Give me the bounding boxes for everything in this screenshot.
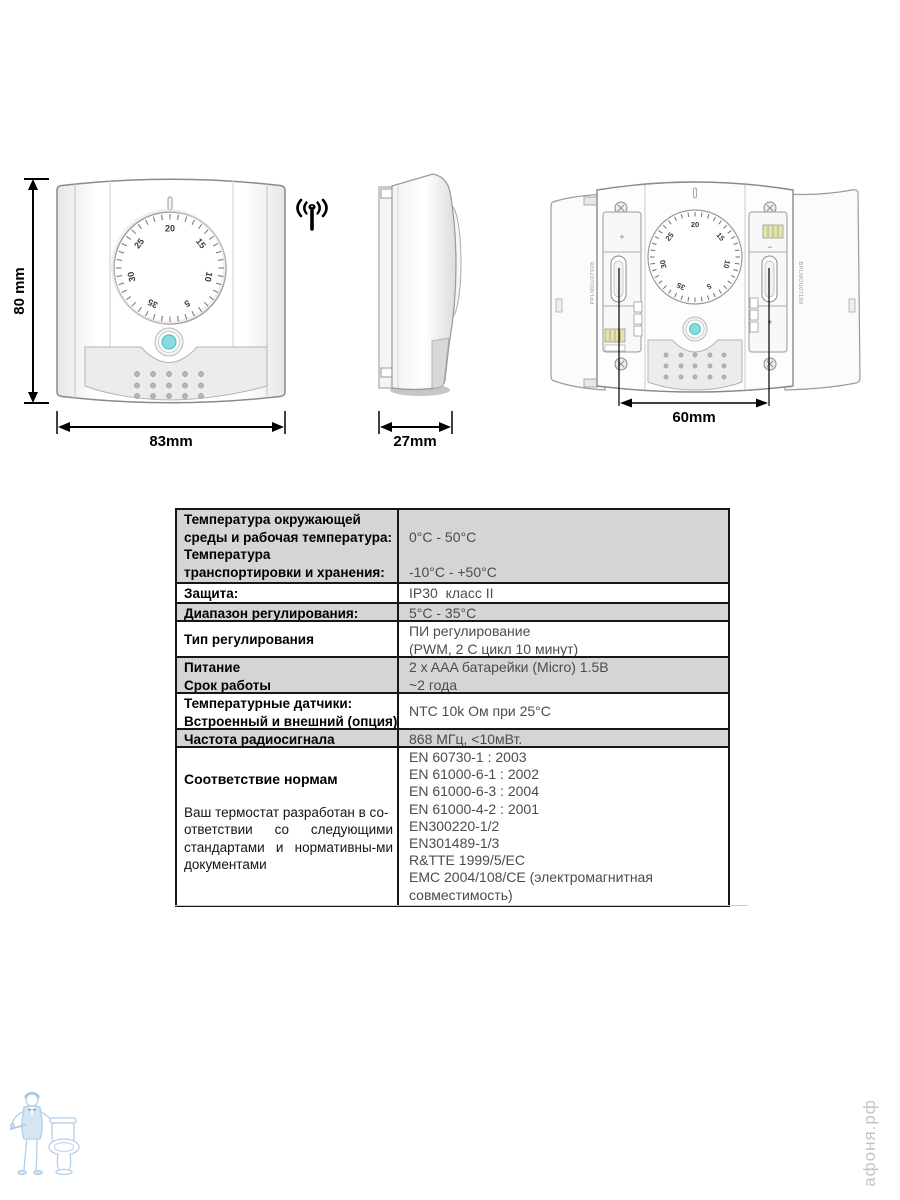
battery-plus-symbol: + — [619, 232, 625, 242]
dial-number: 25 — [132, 236, 147, 251]
spec-value-line — [409, 546, 724, 564]
spec-table — [175, 508, 730, 907]
spec-label-line: транспортировки и хранения: — [184, 564, 385, 580]
spec-label-line: Встроенный и внешний (опция) — [184, 713, 398, 728]
spec-label-line: Температура — [184, 547, 271, 562]
spec-label-line: Температурные датчики: — [184, 696, 353, 711]
spec-value-cell — [399, 748, 728, 905]
spec-value-line: 5°C - 35°C — [409, 605, 477, 620]
side-view — [379, 174, 461, 396]
spec-paragraph-line: ответствии со следующими — [184, 822, 393, 838]
spec-value-line: EN 60730-1 : 2003 — [409, 749, 527, 765]
spec-value-line: EMC 2004/108/CE (электромагнитная — [409, 869, 653, 886]
dial-number: 30 — [657, 259, 669, 270]
dial-number: 10 — [202, 270, 215, 283]
spec-label-cell — [177, 622, 399, 656]
spec-value-line: -10°C - +50°C — [409, 563, 497, 580]
spec-value-line: EN 61000-4-2 : 2001 — [409, 800, 539, 817]
spec-label-cell — [177, 604, 399, 620]
spec-label-cell — [177, 748, 399, 905]
spec-paragraph-line: документами — [184, 856, 267, 872]
spec-label-line: Температура окружающей — [184, 512, 361, 527]
dial-number: 35 — [675, 280, 687, 293]
back-right-wing — [785, 190, 860, 390]
back-view — [551, 182, 860, 392]
part-number-left: PPLMOU07028 — [590, 261, 596, 305]
spec-label-line: Защита: — [184, 586, 239, 601]
battery-compartment-left — [603, 212, 642, 352]
spec-value-line: EN301489-1/3 — [409, 835, 500, 852]
table-row — [177, 582, 728, 602]
back-spacing-label: 60mm — [672, 409, 716, 426]
spec-label-cell — [177, 694, 399, 728]
spec-value-cell — [399, 730, 728, 746]
table-row — [177, 602, 728, 620]
spec-label-line: среды и рабочая температура: — [184, 529, 393, 545]
front-width-dimension — [57, 411, 285, 434]
radio-signal-icon — [298, 200, 327, 229]
spec-label-line: Частота радиосигнала — [184, 732, 335, 746]
spec-label-cell — [177, 510, 399, 582]
dial-number: 30 — [125, 270, 138, 283]
dial-number: 20 — [690, 220, 700, 229]
site-watermark-text: афоня.рф — [860, 1099, 879, 1187]
spec-label-cell — [177, 658, 399, 692]
front-width-label: 83mm — [149, 433, 193, 450]
front-button[interactable] — [155, 328, 183, 356]
spec-value-line: NTC 10k Ом при 25°C — [409, 702, 551, 719]
spec-value-line: EN 61000-6-1 : 2002 — [409, 766, 539, 783]
table-row — [177, 728, 728, 746]
spec-label-line: Питание — [184, 660, 241, 675]
spec-value-cell — [399, 622, 728, 656]
back-dial[interactable] — [648, 210, 742, 304]
table-row — [177, 620, 728, 656]
front-dial[interactable] — [113, 211, 227, 325]
table-row — [177, 656, 728, 692]
spec-value-line: IP30 класс II — [409, 585, 494, 601]
table-row — [177, 746, 728, 905]
spec-value-line: (PWM, 2 С цикл 10 минут) — [409, 640, 579, 656]
spec-value-cell — [399, 604, 728, 620]
side-depth-label: 27mm — [393, 433, 437, 450]
side-backplate — [379, 187, 392, 388]
spec-value-line: совместимость) — [409, 886, 513, 903]
battery-compartment-right — [749, 212, 787, 352]
dial-number: 35 — [146, 296, 160, 311]
dial-number: 5 — [182, 297, 192, 310]
spec-label-cell — [177, 730, 399, 746]
spec-label-line: Диапазон регулирования: — [184, 606, 359, 620]
front-view — [57, 179, 285, 403]
spec-value-line: 2 x AAA батарейки (Micro) 1.5В — [409, 659, 609, 675]
setpoint-notch — [168, 197, 172, 210]
spec-section-title: Соответствие нормам — [184, 771, 338, 787]
spec-value-line: EN 61000-6-3 : 2004 — [409, 783, 539, 800]
spec-label-cell — [177, 584, 399, 602]
spec-label-line: Срок работы — [184, 677, 271, 692]
dial-number: 10 — [721, 259, 733, 270]
table-row — [177, 692, 728, 728]
plumber-logo-watermark — [10, 1083, 82, 1187]
back-button[interactable] — [683, 317, 707, 341]
spec-value-cell — [399, 658, 728, 692]
spec-value-line: 0°C - 50°C — [409, 528, 477, 545]
spec-value-line: EN300220-1/2 — [409, 817, 500, 834]
spec-value-line: ~2 года — [409, 676, 458, 692]
front-height-label: 80 mm — [11, 267, 28, 315]
battery-plus-symbol: + — [767, 317, 773, 327]
spec-value-cell — [399, 584, 728, 602]
spec-value-line: R&TTE 1999/5/EC — [409, 852, 525, 869]
spec-label-line: Тип регулирования — [184, 631, 314, 647]
table-row — [177, 510, 728, 582]
dial-number: 20 — [164, 223, 176, 234]
table-shadow-line — [175, 905, 748, 906]
spec-value-line — [409, 511, 724, 529]
spec-paragraph-line: стандартами и нормативны-ми — [184, 839, 393, 855]
battery-minus-symbol: − — [767, 242, 773, 252]
spec-value-line: 868 МГц, <10мВт. — [409, 731, 523, 746]
thermostat-drawing — [0, 0, 900, 470]
dial-number: 5 — [705, 281, 713, 292]
dial-number: 15 — [193, 236, 208, 251]
spec-value-line: ПИ регулирование — [409, 623, 531, 639]
spec-paragraph-line: Ваш термостат разработан в со- — [184, 805, 389, 820]
spec-value-cell — [399, 694, 728, 728]
dial-number: 25 — [663, 230, 676, 243]
part-number-right: BPLMOU07188 — [797, 261, 803, 305]
spec-value-cell — [399, 510, 728, 582]
dial-number: 15 — [714, 230, 727, 243]
